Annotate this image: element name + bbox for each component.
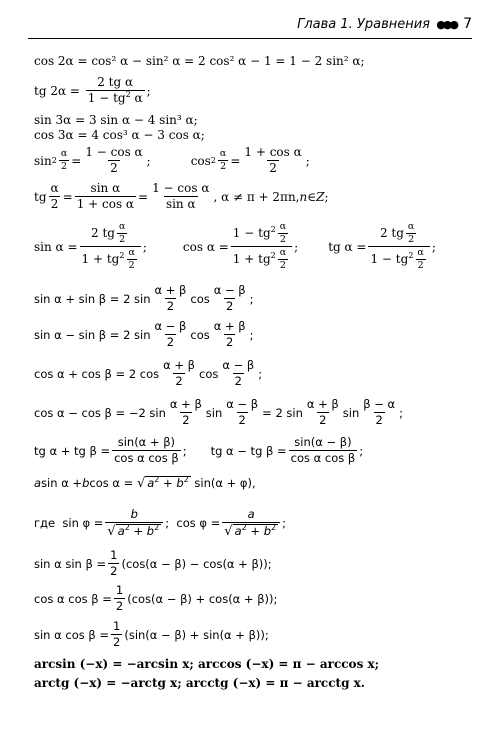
formula-arcsin xyxy=(34,657,379,671)
bullet-dots-icon: ●●● xyxy=(436,18,456,31)
chapter-title: Глава 1. Уравнения xyxy=(297,17,430,32)
formula-text: arcsin (−x) = −arcsin x; arccos (−x) = π − arccos x; xyxy=(34,657,380,671)
formula-half-angles: sin 2 $\frac{\alpha}{2}$ = $\frac{\text{1 − cos α}}{2}$ ; cos 2 $\frac{\alpha}{2}$ = $\frac{\text{1 + cos α}}{2}$ ; xyxy=(34,145,310,175)
formula-aux-where: где sin φ = b √ $a^2 + b^2$ ; cos φ = a √ $a^2 + b^2$ ; xyxy=(34,507,286,539)
formula-sum-cos: cos α + cos β = 2 cos $\frac{\alpha + \beta}{2}$ cos $\frac{\alpha - \beta}{2}$ ; xyxy=(34,358,263,388)
page-number: 7 xyxy=(463,16,472,32)
formula-text: cos 2α = cos² α − sin² α = 2 cos² α − 1 = 1 − 2 sin² α; xyxy=(34,54,365,68)
formula-diff-sin: sin α − sin β = 2 sin $\frac{\alpha - \beta}{2}$ cos $\frac{\alpha + \beta}{2}$ ; xyxy=(34,319,254,349)
formula-text: arctg (−x) = −arctg x; arcctg (−x) = π − arcctg x. xyxy=(34,676,365,690)
page-header xyxy=(28,12,472,39)
formula-text: cos 3α = 4 cos³ α − 3 cos α; xyxy=(34,128,205,142)
formula-cos3a xyxy=(34,128,205,142)
formula-cos2a xyxy=(34,54,365,68)
formula-universal: sin α = 2 tg $\frac{\alpha}{2}$ $1 + tg^2$ $\frac{\alpha}{2}$ ; cos α = $1 - tg^2$ $\frac{\alpha}{2}$ $1 + tg^2$ $\frac{\alpha}{2}$ ; tg α = 2 tg $\frac{\alpha}{2}$ $1 - tg^2$ $\frac{\alpha}{2}$ ; xyxy=(34,221,436,271)
formula-prod-cc: cos α cos β = $\frac{1}{2}$ (cos(α − β) + cos(α + β)); xyxy=(34,583,278,613)
formula-sin3a xyxy=(34,113,198,127)
formula-sum-sin: sin α + sin β = 2 sin $\frac{\alpha + \beta}{2}$ cos $\frac{\alpha - \beta}{2}$ ; xyxy=(34,283,254,313)
formula-text: sin 3α = 3 sin α − 4 sin³ α; xyxy=(34,113,198,127)
formula-aux-angle: a sin α + b cos α = √ $a^2 + b^2$ sin(α + φ), xyxy=(34,475,256,491)
formula-diff-cos: cos α − cos β = −2 sin $\frac{\alpha + \beta}{2}$ sin $\frac{\alpha - \beta}{2}$ = 2 sin $\frac{\alpha + \beta}{2}$ sin $\frac{\beta - \alpha}{2}$ ; xyxy=(34,397,404,427)
formula-arctg xyxy=(34,676,365,690)
formula-tg-half: tg $\frac{\alpha}{2}$ = $\frac{\text{sin α}}{\text{1 + cos α}}$ = $\frac{\text{1 − cos α}}{\text{sin α}}$ , α ≠ π + 2πn, n ∈ Z ; xyxy=(34,181,329,211)
formula-prod-sc: sin α cos β = $\frac{1}{2}$ (sin(α − β) + sin(α + β)); xyxy=(34,619,269,649)
formula-tg-sum-diff: tg α + tg β = $\frac{\sin(\alpha + \beta)}{\text{cos α cos β}}$ ; tg α − tg β = $\frac{\sin(\alpha - \beta)}{\text{cos α cos β}}$ ; xyxy=(34,435,364,465)
formula-prod-ss: sin α sin β = $\frac{1}{2}$ (cos(α − β) − cos(α + β)); xyxy=(34,548,272,578)
formula-tg2a: tg 2α = $\frac{\text{2 tg α}}{1 - tg^2 \alpha}$ ; xyxy=(34,75,151,105)
